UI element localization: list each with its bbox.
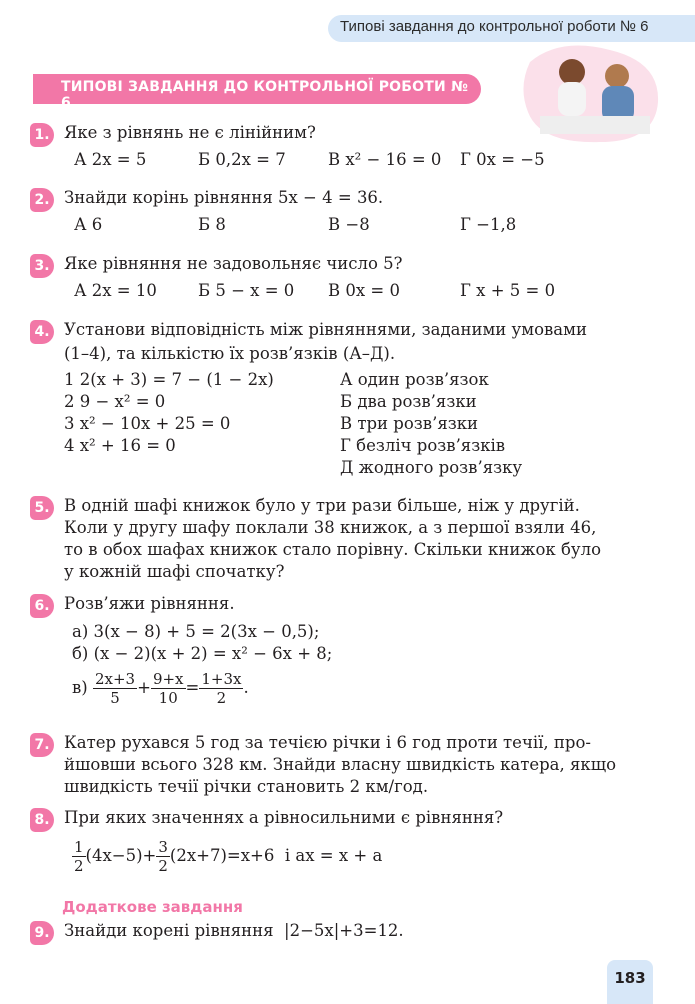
answer-c: В три розв’язки [340,414,479,433]
numerator: 3 [158,838,168,856]
task-number: 9. [30,921,54,945]
equation-c-label: в) [72,678,88,697]
fraction [151,670,186,707]
option-c: В 0x = 0 [328,281,400,300]
equation-a: а) 3(x − 8) + 5 = 2(3x − 0,5); [72,622,320,641]
equation-pair [72,838,382,875]
task-line: у кожній шафі спочатку? [64,562,285,581]
task-line: то в обох шафах книжок стало порівну. Скільки книжок було [64,540,602,559]
task-question-line: (1–4), та кількістю їх розв’язків (А–Д). [64,344,396,363]
fraction [199,670,243,707]
task-question-line: Установи відповідність між рівняннями, заданими умовами [64,320,587,339]
task-question: Яке з рівнянь не є лінійним? [64,123,316,142]
task-line: В одній шафі книжок було у три рази більше, ніж у другій. [64,496,580,515]
task-number: 7. [30,733,54,757]
numerator: 2x+3 [94,670,136,688]
numerator: 9+x [152,670,184,688]
question-text: Знайди корені рівняння [64,921,274,940]
option-b: Б 8 [198,215,226,234]
denominator: 10 [158,689,178,707]
option-b: Б 0,2x = 7 [198,150,286,169]
equation-4: 4 x² + 16 = 0 [64,436,176,455]
second-equation: і ax = x + a [284,846,383,865]
task-number: 6. [30,594,54,618]
equation-b: б) (x − 2)(x + 2) = x² − 6x + 8; [72,644,333,663]
option-d: Г −1,8 [460,215,517,234]
denominator: 5 [110,689,120,707]
additional-task-label: Додаткове завдання [62,898,243,916]
running-header: Типові завдання до контрольної роботи № 6 [328,15,695,42]
denominator: 2 [74,857,84,875]
task-question: При яких значеннях a рівносильними є рівняння? [64,808,504,827]
task-number: 4. [30,320,54,344]
task-line: Коли у другу шафу поклали 38 книжок, а з першої взяли 46, [64,518,597,537]
equation-3: 3 x² − 10x + 25 = 0 [64,414,231,433]
answer-a: А один розв’язок [340,370,489,389]
period: . [243,678,249,697]
answer-d: Г безліч розв’язків [340,436,506,455]
option-a: А 2x = 10 [74,281,157,300]
equation: |2−5x|+3=12. [284,921,404,940]
answer-b: Б два розв’язки [340,392,477,411]
option-d: Г 0x = −5 [460,150,545,169]
option-a: А 6 [74,215,103,234]
equation-1: 1 2(x + 3) = 7 − (1 − 2x) [64,370,274,389]
expression-part: (2x+7)=x+6 [169,846,275,865]
task-line: швидкість течії річки становить 2 км/год. [64,777,429,796]
page-number: 183 [607,960,653,1004]
task-question: Знайди корінь рівняння 5x − 4 = 36. [64,188,384,207]
plus-sign: + [137,678,151,697]
numerator: 1+3x [201,670,242,688]
option-b: Б 5 − x = 0 [198,281,295,300]
expression-part: (4x−5)+ [85,846,157,865]
task-number: 1. [30,123,54,147]
fraction [93,670,137,707]
option-a: А 2x = 5 [74,150,147,169]
numerator: 1 [74,838,84,856]
task-question [64,921,404,940]
task-line: йшовши всього 328 км. Знайди власну швидкість катера, якщо [64,755,617,774]
task-question: Розв’яжи рівняння. [64,594,235,613]
section-title: ТИПОВІ ЗАВДАННЯ ДО КОНТРОЛЬНОЇ РОБОТИ № 6 [33,74,481,104]
task-number: 8. [30,808,54,832]
task-number: 3. [30,254,54,278]
task-line: Катер рухався 5 год за течією річки і 6 год проти течії, про- [64,733,591,752]
task-question: Яке рівняння не задовольняє число 5? [64,254,403,273]
denominator: 2 [216,689,227,707]
task-number: 5. [30,496,54,520]
option-c: В x² − 16 = 0 [328,150,442,169]
denominator: 2 [158,857,168,875]
task-number: 2. [30,188,54,212]
students-photo [520,42,662,146]
answer-e: Д жодного розв’язку [340,458,523,477]
option-c: В −8 [328,215,370,234]
option-d: Г x + 5 = 0 [460,281,556,300]
equation-2: 2 9 − x² = 0 [64,392,166,411]
equation-c [72,670,249,707]
equals-sign: = [185,678,200,697]
fraction [156,838,170,875]
fraction [72,838,86,875]
